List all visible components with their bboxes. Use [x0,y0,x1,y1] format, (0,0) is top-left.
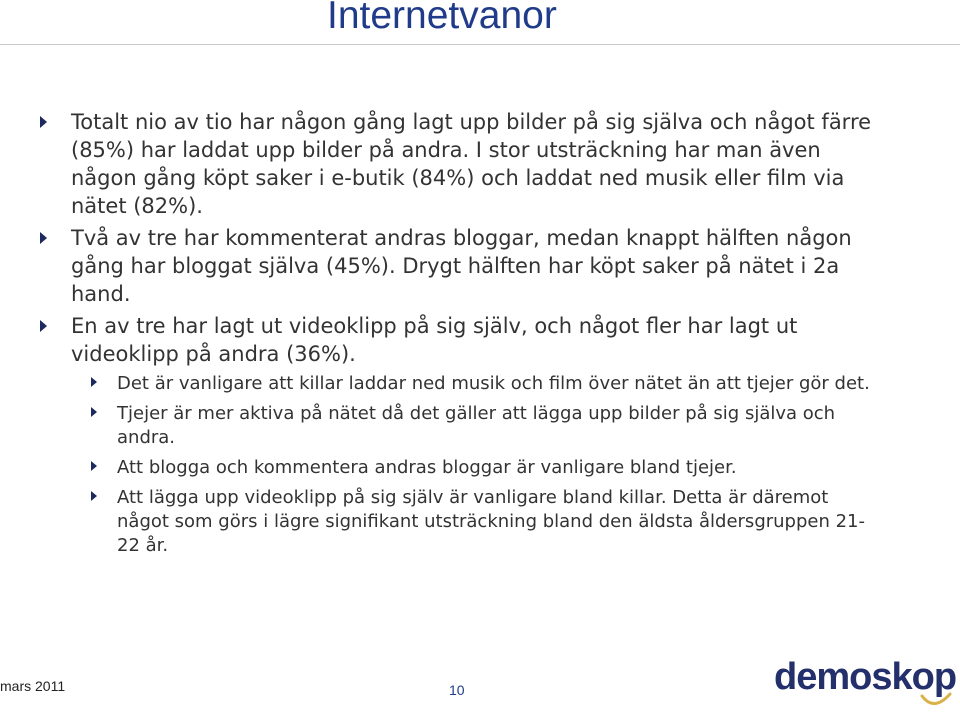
bullet-arrow-icon [91,461,97,471]
title-divider [0,44,960,45]
sub-bullet-item [0,402,877,450]
slide-title: Internetvanor [327,0,557,37]
bullet-arrow-icon [40,232,47,244]
slide-content [0,108,960,564]
bullet-text: Två av tre har kommenterat andras bloggar, medan knappt hälften någon gång har bloggat själva (45%). Drygt hälften har köpt saker på nätet i 2a hand. [71,226,852,306]
sub-bullet-item [0,456,877,480]
sub-bullet-item [0,372,877,396]
demoskop-logo [774,656,956,699]
bullet-arrow-icon [40,116,47,128]
bullet-text: Det är vanligare att killar laddar ned musik och film över nätet än att tjejer gör det. [117,373,870,394]
bullet-item [0,224,891,308]
bullet-text: En av tre har lagt ut videoklipp på sig själv, och något fler har lagt ut videoklipp på andra (36%). [71,314,798,366]
bullet-item [0,108,891,220]
logo-text: demoskop [774,656,957,698]
bullet-text: Att lägga upp videoklipp på sig själv är vanligare bland killar. Detta är däremot något som görs i lägre signifikant utsträckning bland den äldsta åldersgruppen 21-22 år. [117,487,866,556]
logo-arc-icon [774,656,960,718]
bullet-arrow-icon [91,377,97,387]
bullet-arrow-icon [91,491,97,501]
page-number: 10 [449,682,465,698]
bullet-text: Tjejer är mer aktiva på nätet då det gäller att lägga upp bilder på sig själva och andra. [117,403,836,448]
footer-date: mars 2011 [0,678,66,694]
bullet-item [0,312,891,368]
bullet-text: Totalt nio av tio har någon gång lagt upp bilder på sig själva och något färre (85%) har laddat upp bilder på andra. I stor utsträckning har man även någon gång köpt saker i e-butik (84%) och laddat ned musik eller film via nätet (82%). [71,110,872,218]
bullet-arrow-icon [40,320,47,332]
bullet-arrow-icon [91,407,97,417]
bullet-text: Att blogga och kommentera andras bloggar är vanligare bland tjejer. [117,457,737,478]
sub-bullet-item [0,486,877,558]
